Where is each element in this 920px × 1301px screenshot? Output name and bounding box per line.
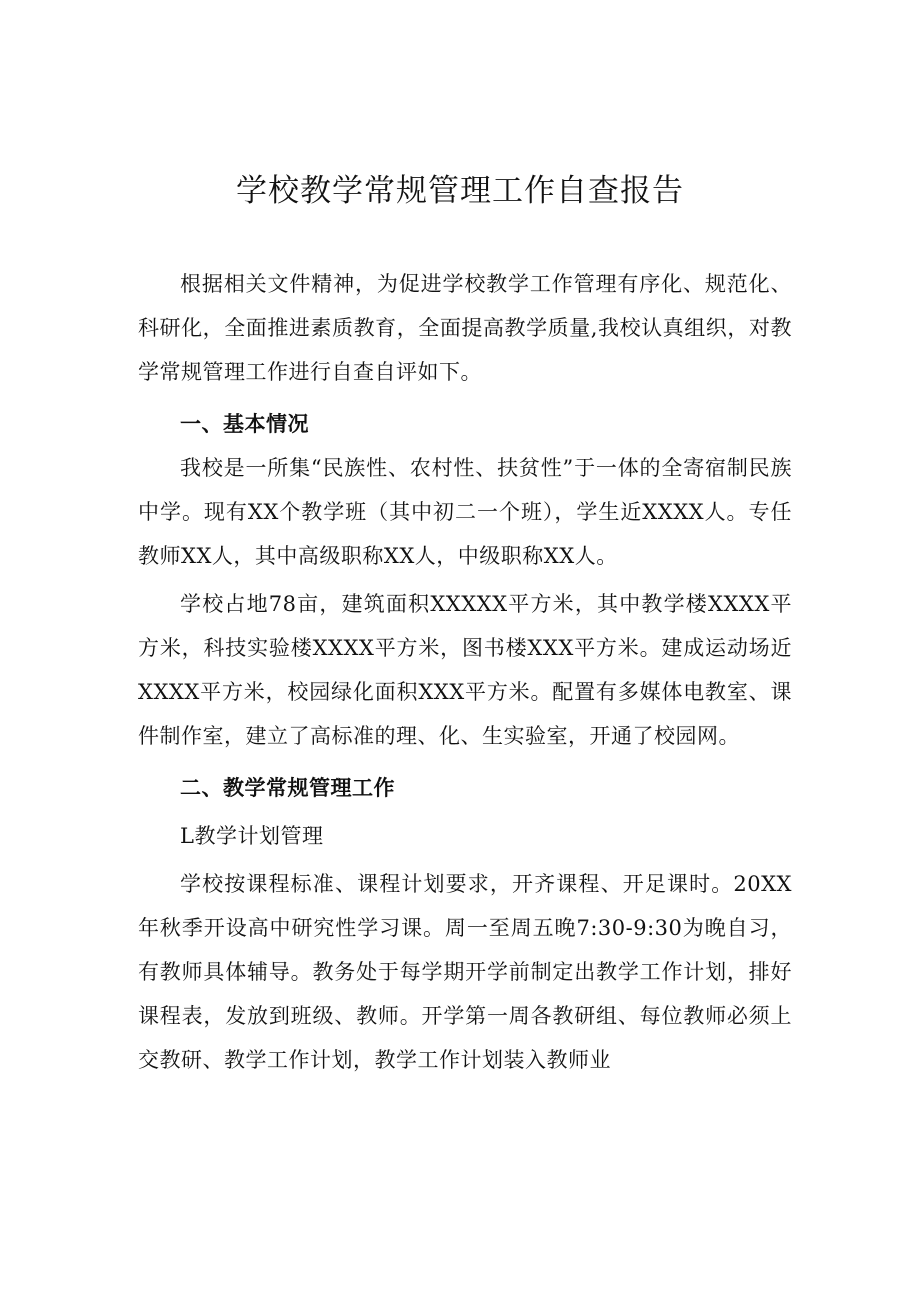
teaching-plan-paragraph-1: 学校按课程标准、课程计划要求，开齐课程、开足课时。20XX年秋季开设高中研究性学习课。周一至周五晚7:30-9:30为晚自习，有教师具体辅导。教务处于每学期开学前制定出教学工作计划，排好课程表，发放到班级、教师。开学第一周各教研组、每位教师必须上交教研、教学工作计划，教学工作计划装入教师业 [138,872,792,1072]
basic-info-paragraph-1: 我校是一所集“民族性、农村性、扶贫性”于一体的全寄宿制民族中学。现有XX个教学班（其中初二一个班），学生近XXXX人。专任教师XX人，其中高级职称XX人，中级职称XX人。 [138,456,792,568]
section-heading-teaching-routine: 二、教学常规管理工作 [180,776,395,800]
basic-info-paragraph-2: 学校占地78亩，建筑面积XXXXX平方米，其中教学楼XXXX平方米，科技实验楼XXXX平方米，图书楼XXX平方米。建成运动场近XXXX平方米，校园绿化面积XXX平方米。配置有多媒体电教室、课件制作室，建立了高标准的理、化、生实验室，开通了校园网。 [138,592,792,748]
section-heading-basic-info: 一、基本情况 [180,412,309,436]
intro-paragraph: 根据相关文件精神，为促进学校教学工作管理有序化、规范化、科研化，全面推进素质教育，全面提高教学质量,我校认真组织，对教学常规管理工作进行自查自评如下。 [138,272,792,384]
document-body [138,262,792,1082]
subheading-teaching-plan: L教学计划管理 [180,824,324,848]
document-title: 学校教学常规管理工作自查报告 [236,173,684,209]
